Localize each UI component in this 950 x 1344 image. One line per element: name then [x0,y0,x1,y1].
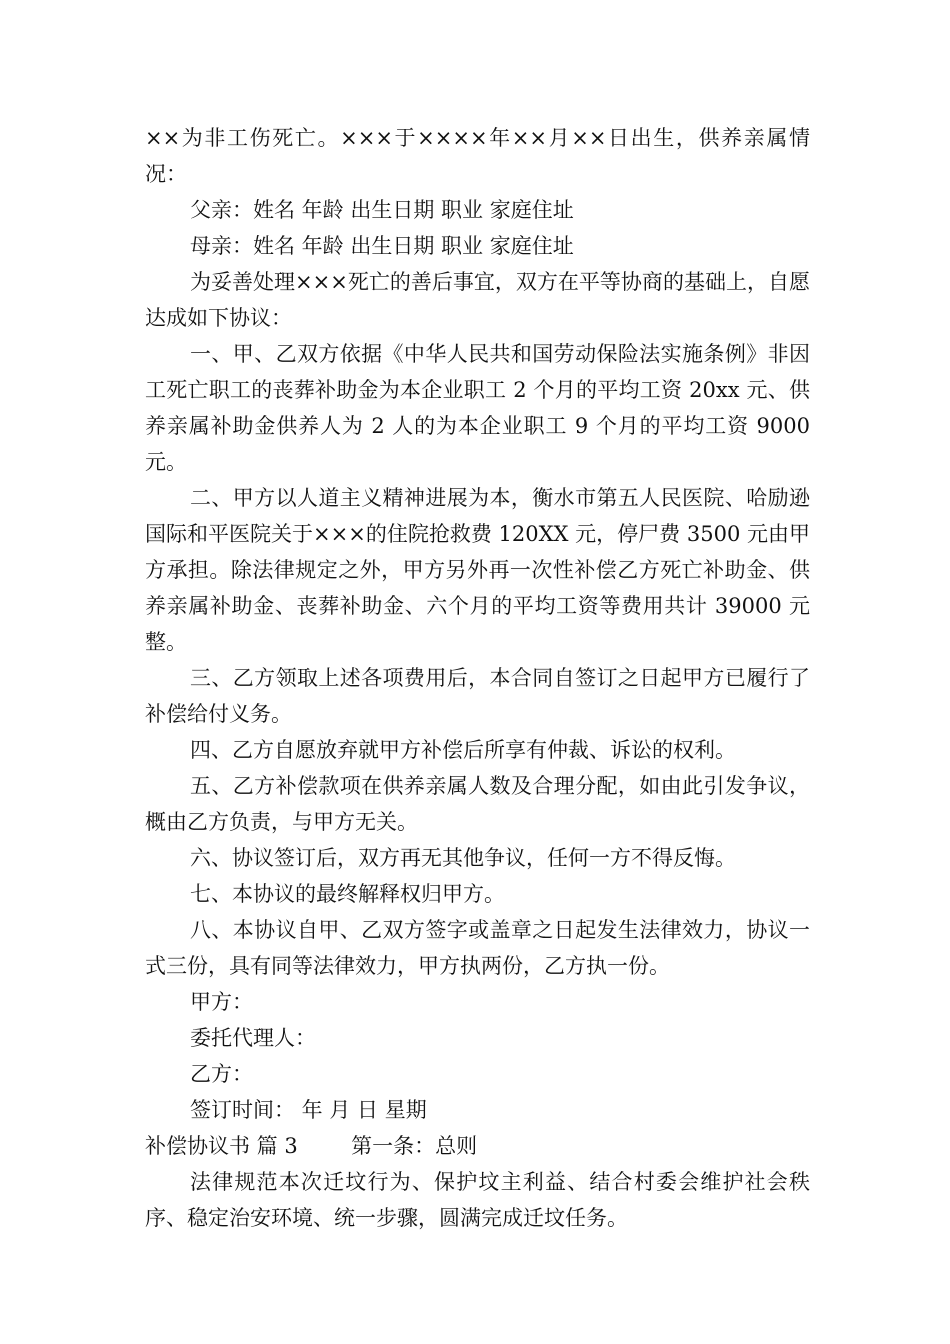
paragraph: 四、乙方自愿放弃就甲方补偿后所享有仲裁、诉讼的权利。 [190,738,736,762]
paragraph: 二、甲方以人道主义精神进展为本，衡水市第五人民医院、哈励逊国际和平医院关于×××的住院抢救费 120XX 元，停尸费 3500 元由甲方承担。除法律规定之外，甲方另外再一次性补偿乙方死亡补助金、供养亲属补助金、丧葬补助金、六个月的平均工资等费用共计 39000 元整。 [145,486,810,654]
paragraph: 一、甲、乙双方依据《中华人民共和国劳动保险法实施条例》非因工死亡职工的丧葬补助金为本企业职工 2 个月的平均工资 20xx 元、供养亲属补助金供养人为 2 人的为本企业职工 9 个月的平均工资 9000 元。 [145,342,810,474]
section-heading [145,1128,810,1164]
paragraph: 七、本协议的最终解释权归甲方。 [190,882,505,906]
heading-gap [298,1134,351,1158]
document-page [145,120,810,1236]
paragraph: 父亲：姓名 年龄 出生日期 职业 家庭住址 [190,198,574,222]
section-title: 补偿协议书 篇 3 [145,1134,298,1158]
document-body [145,120,810,1128]
paragraph: 母亲：姓名 年龄 出生日期 职业 家庭住址 [190,234,574,258]
paragraph: 三、乙方领取上述各项费用后，本合同自签订之日起甲方已履行了补偿给付义务。 [145,666,810,726]
paragraph: 签订时间： 年 月 日 星期 [190,1098,427,1122]
paragraph: ××为非工伤死亡。×××于××××年××月××日出生，供养亲属情况： [145,126,810,186]
paragraph: 八、本协议自甲、乙双方签字或盖章之日起发生法律效力，协议一式三份，具有同等法律效力，甲方执两份，乙方执一份。 [145,918,810,978]
paragraph: 甲方： [190,990,253,1014]
paragraph: 为妥善处理×××死亡的善后事宜，双方在平等协商的基础上，自愿达成如下协议： [145,270,810,330]
section-subtitle: 第一条：总则 [351,1134,478,1158]
paragraph: 六、协议签订后，双方再无其他争议，任何一方不得反悔。 [190,846,736,870]
paragraph: 委托代理人： [190,1026,316,1050]
closing-paragraph: 法律规范本次迁坟行为、保护坟主利益、结合村委会维护社会秩序、稳定治安环境、统一步骤，圆满完成迁坟任务。 [145,1170,810,1230]
paragraph: 乙方： [190,1062,253,1086]
paragraph: 五、乙方补偿款项在供养亲属人数及合理分配，如由此引发争议，概由乙方负责，与甲方无关。 [145,774,810,834]
